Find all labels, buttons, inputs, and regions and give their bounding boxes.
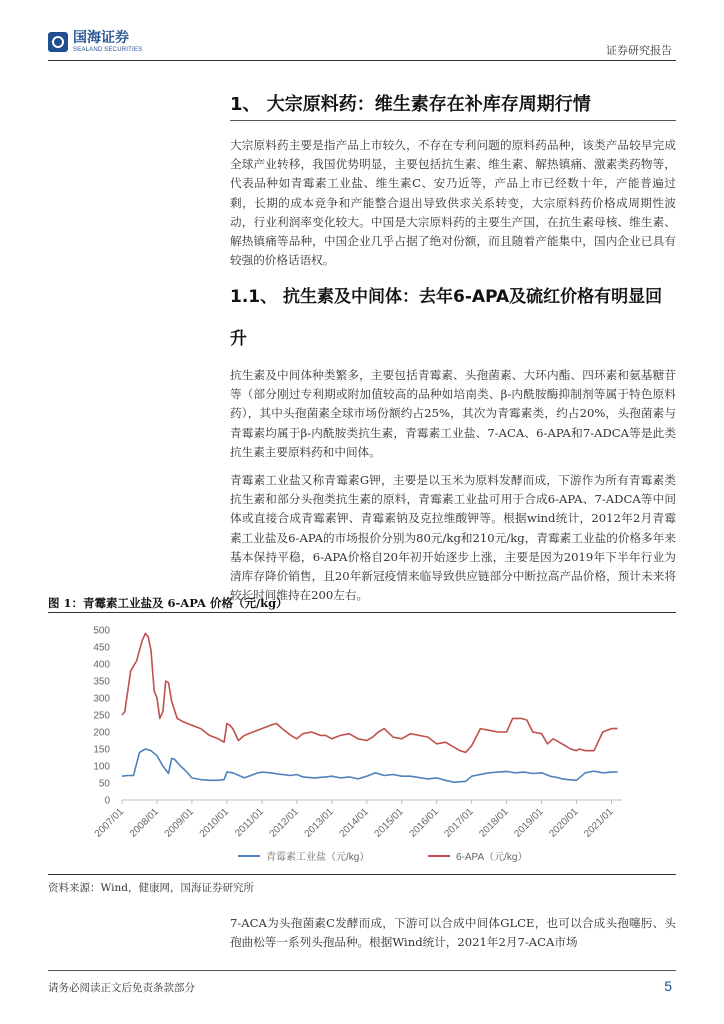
report-type-label: 证券研究报告 <box>606 44 672 57</box>
section-1-rule <box>230 120 676 121</box>
figure-caption: 图 1：青霉素工业盐及 6-APA 价格（元/kg） <box>48 596 288 610</box>
y-tick-label: 250 <box>93 710 110 722</box>
y-tick-label: 150 <box>93 744 110 756</box>
series-line-1 <box>122 749 618 782</box>
x-tick-label: 2013/01 <box>302 806 336 840</box>
figure-bottom-rule <box>48 874 676 875</box>
x-tick-label: 2014/01 <box>337 806 371 840</box>
company-logo <box>48 31 142 53</box>
logo-name-cn: 国海证券 <box>73 30 129 46</box>
y-tick-label: 300 <box>93 693 110 705</box>
x-tick-label: 2010/01 <box>197 806 232 840</box>
price-line-chart <box>48 614 676 870</box>
x-tick-label: 2011/01 <box>233 806 266 840</box>
footer-divider <box>48 970 676 971</box>
x-tick-label: 2020/01 <box>547 806 581 840</box>
section-1-1-paragraph-3: 7-ACA为头孢菌素C发酵而成，下游可以合成中间体GLCE，也可以合成头孢噻肟、头孢曲松等一系列头孢品种。根据Wind统计，2021年2月7-ACA市场 <box>230 916 676 950</box>
y-tick-label: 450 <box>93 642 110 654</box>
y-tick-label: 350 <box>93 676 110 688</box>
y-tick-label: 400 <box>93 659 110 671</box>
x-tick-label: 2016/01 <box>407 806 441 840</box>
x-tick-label: 2015/01 <box>372 806 406 840</box>
section-1-1-paragraph-2: 青霉素工业盐又称青霉素G钾，主要是以玉米为原料发酵而成，下游作为所有青霉素类抗生素和部分头孢类抗生素的原料，青霉素工业盐可用于合成6-APA、7-ADCA等中间体或直接合成青霉素钾、青霉素钠及克拉维酸钾等。根据wind统计，2012年2月青霉素工业盐及6-APA的市场报价分别为80元/kg和210元/kg，青霉素工业盐的价格多年来基本保持平稳，6-APA价格自20年初开始逐步上涨，主要是因为2019年下半年行业为清库存降价销售，且20年新冠疫情来临导致供应链部分中断拉高产品价格，预计未来将较长时间维持在200左右。 <box>230 473 676 603</box>
section-1-title: 1、 大宗原料药：维生素存在补库存周期行情 <box>230 94 591 115</box>
header-divider <box>48 60 676 61</box>
x-axis <box>93 800 622 840</box>
x-tick-label: 2007/01 <box>92 806 127 840</box>
y-tick-label: 0 <box>104 795 110 807</box>
x-tick-label: 2009/01 <box>162 806 197 840</box>
chart-series <box>122 633 618 782</box>
page-number: 5 <box>664 978 672 994</box>
y-axis <box>93 626 110 807</box>
logo-name-en: SEALAND SECURITIES <box>73 47 143 53</box>
series-line-2 <box>122 633 618 752</box>
legend-label-1: 青霉素工业盐（元/kg） <box>266 852 370 863</box>
y-tick-label: 100 <box>93 761 110 773</box>
x-tick-label: 2021/01 <box>582 806 616 840</box>
y-tick-label: 500 <box>93 625 110 637</box>
x-tick-label: 2017/01 <box>442 806 476 840</box>
y-tick-label: 50 <box>98 778 110 790</box>
x-tick-label: 2019/01 <box>512 806 546 840</box>
section-1-1-title: 1.1、 抗生素及中间体：去年6-APA及硫红价格有明显回升 <box>230 287 663 349</box>
section-1-1-paragraph-1: 抗生素及中间体种类繁多，主要包括青霉素、头孢菌素、大环内酯、四环素和氨基糖苷等（部分刚过专利期或附加值较高的品种如培南类、β-内酰胺酶抑制剂等属于特色原料药），其中头孢菌素全球市场份额约占25%，其次为青霉素类，约占20%，头孢菌素与青霉素均属于β-内酰胺类抗生素，青霉素工业盐、7-ACA、6-APA和7-ADCA等是此类抗生素主要原料药和中间体。 <box>230 368 676 459</box>
figure-source: 资料来源：Wind，健康网，国海证券研究所 <box>48 882 254 894</box>
figure-top-rule <box>48 612 676 613</box>
y-tick-label: 200 <box>93 727 110 739</box>
x-tick-label: 2008/01 <box>127 806 162 840</box>
disclaimer-note: 请务必阅读正文后免责条款部分 <box>48 982 195 994</box>
legend-label-2: 6-APA（元/kg） <box>456 852 528 863</box>
x-tick-label: 2012/01 <box>267 806 301 840</box>
chart-legend <box>238 850 528 863</box>
x-tick-label: 2018/01 <box>477 806 511 840</box>
logo-emblem-icon <box>48 32 68 52</box>
section-1-paragraph: 大宗原料药主要是指产品上市较久，不存在专利问题的原料药品种，该类产品较早完成全球产业转移，我国优势明显，主要包括抗生素、维生素、解热镇痛、激素类药物等，代表品种如青霉素工业盐、维生素C、安乃近等，产品上市已经数十年，产能普遍过剩，长期的成本竞争和产能整合退出导致供求关系转变，大宗原料药价格成周期性波动，行业利润率变化较大。中国是大宗原料药的主要生产国，在抗生素母核、维生素、解热镇痛等品种，中国企业几乎占据了绝对份额，而且随着产能集中，国内企业已具有较强的价格话语权。 <box>230 138 676 268</box>
